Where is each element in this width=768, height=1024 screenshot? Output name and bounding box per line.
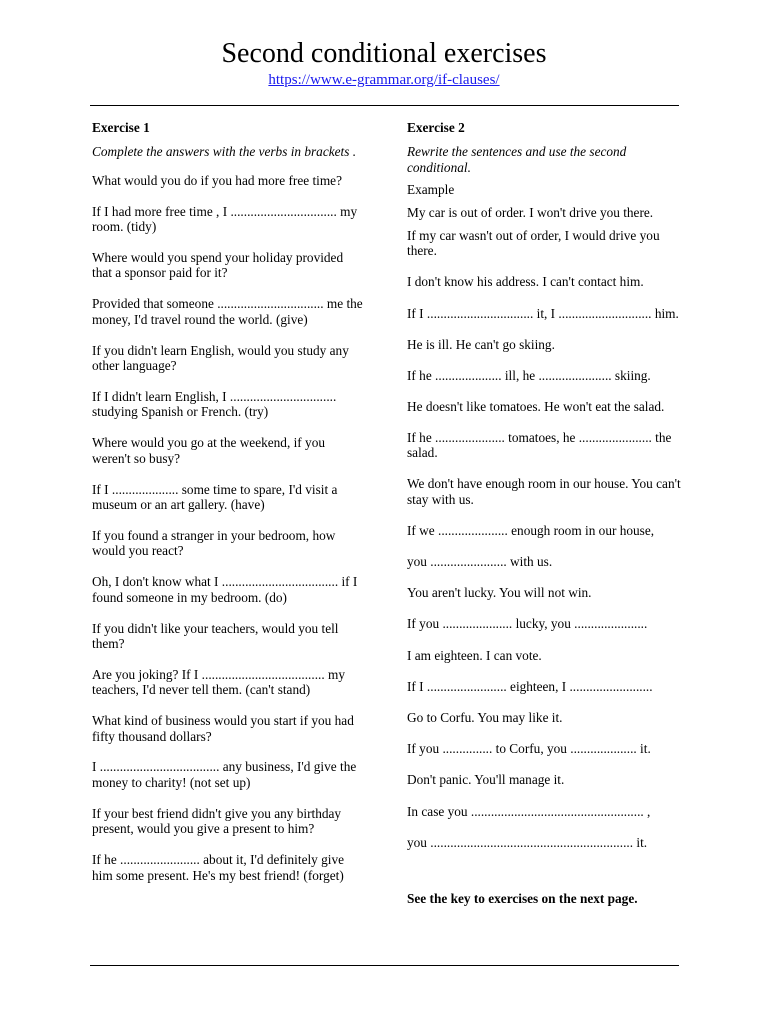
exercise-2-line: If you ..................... lucky, you ...................... — [407, 616, 648, 632]
exercise-2-line: If you ............... to Corfu, you .................... it. — [407, 741, 651, 757]
exercise-2-line: He doesn't like tomatoes. He won't eat the salad. — [407, 399, 665, 415]
exercise-1-column — [92, 120, 364, 898]
exercise-2-line: I don't know his address. I can't contact him. — [407, 274, 644, 290]
example-sentence: My car is out of order. I won't drive you there. — [407, 204, 654, 220]
exercise-2-line: Go to Corfu. You may like it. — [407, 710, 563, 726]
answer-key-note: See the key to exercises on the next page. — [407, 891, 638, 907]
exercise-1-line: If he ........................ about it, I'd definitely give him some present. He's my best friend! (forget) — [92, 852, 345, 883]
exercise-2-heading: Exercise 2 — [407, 120, 465, 135]
exercise-2-line: you ....................... with us. — [407, 554, 553, 570]
exercise-1-line: I .................................... any business, I'd give the money to charity! (not set up) — [92, 759, 357, 790]
exercise-1-line: If I .................... some time to spare, I'd visit a museum or an art gallery. (have) — [92, 481, 338, 512]
exercise-1-line: Oh, I don't know what I ................................... if I found someone in my bedroom. (do) — [92, 574, 358, 605]
exercise-2-line: Don't panic. You'll manage it. — [407, 772, 565, 788]
exercise-1-line: Where would you spend your holiday provided that a sponsor paid for it? — [92, 250, 344, 281]
exercise-1-heading: Exercise 1 — [92, 120, 150, 135]
exercise-2-instruction: Rewrite the sentences and use the second conditional. — [407, 144, 627, 175]
exercise-2-line: If I ........................ eighteen, I ......................... — [407, 678, 653, 694]
exercise-2-line: In case you .................................................... , — [407, 803, 651, 819]
exercise-1-line: What kind of business would you start if you had fifty thousand dollars? — [92, 713, 354, 744]
exercise-2-line: If I ................................ it, I ............................ him. — [407, 305, 679, 321]
exercise-1-line: Are you joking? If I ..................................... my teachers, I'd never tell them. (can't stand) — [92, 666, 345, 698]
exercise-2-line: He is ill. He can't go skiing. — [407, 336, 555, 352]
exercise-1-line: If you didn't like your teachers, would you tell them? — [92, 620, 339, 651]
exercise-1-line: If your best friend didn't give you any birthday present, would you give a present to him? — [92, 805, 342, 837]
exercise-2-column — [407, 120, 681, 907]
exercise-1-line: If I had more free time , I ................................ my room. (tidy) — [92, 203, 358, 235]
top-divider — [90, 105, 679, 106]
exercise-1-line: If I didn't learn English, I ................................ studying Spanish or French. (try) — [92, 388, 337, 420]
exercise-2-line: If my car wasn't out of order, I would drive you there. — [407, 228, 660, 259]
exercise-2-line: you ............................................................. it. — [407, 834, 648, 850]
example-label: Example — [407, 182, 455, 198]
exercise-2-line: If we ..................... enough room in our house, — [407, 522, 655, 538]
exercise-1-line: If you found a stranger in your bedroom, how would you react? — [92, 527, 336, 559]
exercise-2-line: If he .................... ill, he ...................... skiing. — [407, 367, 651, 383]
page-title: Second conditional exercises — [221, 38, 547, 69]
exercise-1-line: Provided that someone ................................ me the money, I'd travel round the world. (give) — [92, 296, 363, 327]
exercise-2-line: If he ..................... tomatoes, he ...................... the salad. — [407, 430, 672, 461]
exercise-2-line: We don't have enough room in our house. You can't stay with us. — [407, 476, 681, 507]
exercise-1-line: Where would you go at the weekend, if you weren't so busy? — [92, 435, 325, 466]
bottom-divider — [90, 965, 679, 966]
exercise-1-line: If you didn't learn English, would you study any other language? — [92, 342, 349, 374]
exercise-1-line: What would you do if you had more free time? — [92, 172, 342, 188]
exercise-1-instruction: Complete the answers with the verbs in brackets . — [92, 144, 357, 160]
exercise-2-line: You aren't lucky. You will not win. — [407, 585, 592, 601]
source-link[interactable]: https://www.e-grammar.org/if-clauses/ — [268, 72, 500, 88]
exercise-2-line: I am eighteen. I can vote. — [407, 647, 542, 663]
